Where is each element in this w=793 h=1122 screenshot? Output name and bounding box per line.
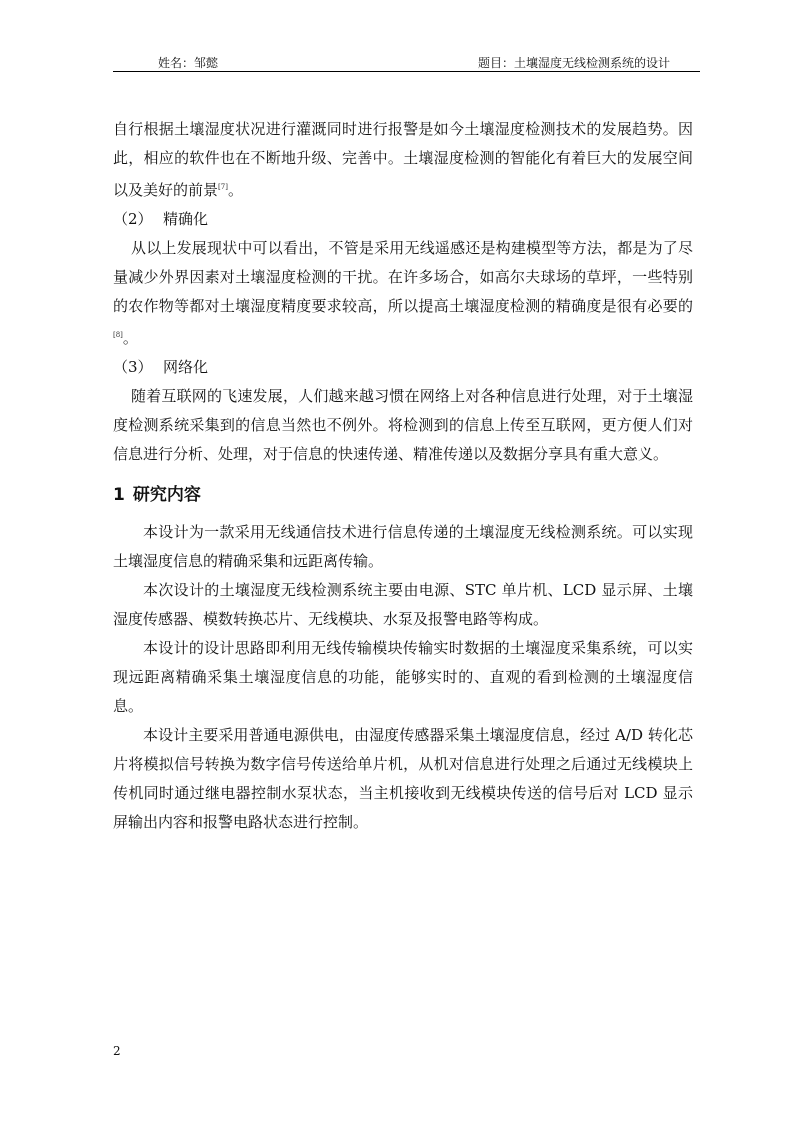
- subheading-precision: （2） 精确化: [113, 210, 209, 228]
- paragraph-design-overview: 本设计为一款采用无线通信技术进行信息传递的土壤湿度无线检测系统。可以实现土壤湿度信息的精确采集和远距离传输。: [113, 523, 693, 570]
- subheading-networking: （3） 网络化: [113, 358, 209, 376]
- paragraph-intelligent-trend: 自行根据土壤湿度状况进行灌溉同时进行报警是如今土壤湿度检测技术的发展趋势。因此，相应的软件也在不断地升级、完善中。土壤湿度检测的智能化有着巨大的发展空间以及美好的前景[7]。: [113, 120, 693, 199]
- header-divider: [113, 71, 700, 72]
- page-number: 2: [113, 1044, 121, 1058]
- paragraph-precision: 从以上发展现状中可以看出，不管是采用无线遥感还是构建模型等方法，都是为了尽量减少外界因素对土壤湿度检测的干扰。在许多场合，如高尔夫球场的草坪，一些特别的农作物等都对土壤湿度精度要求较高，所以提高土壤湿度检测的精确度是很有必要的[8]。: [113, 239, 693, 347]
- paragraph-networking: 随着互联网的飞速发展，人们越来越习惯在网络上对各种信息进行处理，对于土壤湿度检测系统采集到的信息当然也不例外。将检测到的信息上传至互联网，更方便人们对信息进行分析、处理，对于信息的快速传递、精准传递以及数据分享具有重大意义。: [113, 387, 693, 463]
- header-title: 题目：土壤湿度无线检测系统的设计: [477, 56, 670, 70]
- paragraph-system-components: 本次设计的土壤湿度无线检测系统主要由电源、STC 单片机、LCD 显示屏、土壤湿度传感器、模数转换芯片、无线模块、水泵及报警电路等构成。: [113, 581, 693, 628]
- paragraph-design-idea: 本设计的设计思路即利用无线传输模块传输实时数据的土壤湿度采集系统，可以实现远距离精确采集土壤湿度信息的功能，能够实时的、直观的看到检测的土壤湿度信息。: [113, 639, 693, 715]
- header-author: 姓名：邹懿: [158, 56, 219, 70]
- citation-8: [8]: [113, 331, 123, 339]
- paragraph-working-principle: 本设计主要采用普通电源供电，由湿度传感器采集土壤湿度信息，经过 A/D 转化芯片将模拟信号转换为数字信号传送给单片机，从机对信息进行处理之后通过无线模块上传机同时通过继电器控制水泵状态，当主机接收到无线模块传送的信号后对 LCD 显示屏输出内容和报警电路状态进行控制。: [113, 726, 693, 831]
- page-body: [113, 115, 693, 837]
- citation-7: [7]: [218, 183, 228, 191]
- page-header: [113, 54, 700, 72]
- section-heading-research-content: 1 研究内容: [113, 485, 201, 505]
